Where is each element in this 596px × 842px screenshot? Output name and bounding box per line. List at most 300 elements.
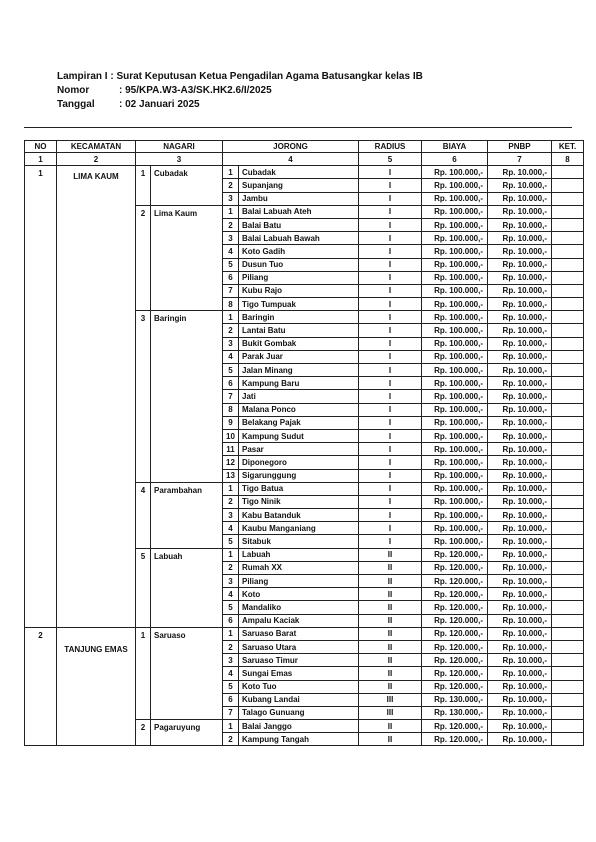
biaya-cell: Rp. 100.000,- [422,456,488,469]
jorong-name: Lantai Batu [239,324,359,337]
ket-cell [552,456,584,469]
nagari-name: Cubadak [151,166,223,206]
ket-cell [552,614,584,627]
pnbp-cell: Rp. 10.000,- [488,456,552,469]
ket-cell [552,429,584,442]
tanggal-line [57,98,423,112]
colnum-3: 3 [136,153,223,166]
jorong-no: 8 [223,403,239,416]
radius-cell: I [359,284,422,297]
ket-cell [552,535,584,548]
biaya-cell: Rp. 100.000,- [422,509,488,522]
nagari-name: Saruaso [151,627,223,719]
jorong-name: Sigarunggung [239,469,359,482]
tanggal-value: : 02 Januari 2025 [119,99,200,110]
jorong-no: 5 [223,535,239,548]
radius-cell: II [359,614,422,627]
jorong-no: 2 [223,561,239,574]
frame-top-rule [24,127,572,128]
radius-cell: I [359,205,422,218]
radius-cell: II [359,733,422,746]
pnbp-cell: Rp. 10.000,- [488,245,552,258]
jorong-name: Diponegoro [239,456,359,469]
radius-cell: I [359,535,422,548]
biaya-cell: Rp. 100.000,- [422,390,488,403]
ket-cell [552,205,584,218]
biaya-cell: Rp. 100.000,- [422,337,488,350]
jorong-no: 3 [223,509,239,522]
jorong-name: Kubu Rajo [239,284,359,297]
ket-cell [552,509,584,522]
jorong-no: 4 [223,588,239,601]
pnbp-cell: Rp. 10.000,- [488,588,552,601]
ket-cell [552,654,584,667]
biaya-cell: Rp. 120.000,- [422,627,488,640]
biaya-cell: Rp. 120.000,- [422,733,488,746]
col-jorong: JORONG [223,141,359,153]
ket-cell [552,561,584,574]
pnbp-cell: Rp. 10.000,- [488,377,552,390]
radius-cell: I [359,192,422,205]
jorong-no: 1 [223,720,239,733]
pnbp-cell: Rp. 10.000,- [488,390,552,403]
column-number-row [25,153,584,166]
biaya-cell: Rp. 120.000,- [422,588,488,601]
jorong-name: Saruaso Utara [239,640,359,653]
jorong-no: 5 [223,258,239,271]
nagari-no: 2 [136,205,151,311]
pnbp-cell: Rp. 10.000,- [488,601,552,614]
nagari-name: Lima Kaum [151,205,223,311]
col-biaya: BIAYA [422,141,488,153]
jorong-no: 6 [223,614,239,627]
nagari-no: 3 [136,311,151,482]
biaya-cell: Rp. 120.000,- [422,720,488,733]
ket-cell [552,469,584,482]
biaya-cell: Rp. 120.000,- [422,601,488,614]
jorong-name: Cubadak [239,166,359,179]
radius-cell: I [359,429,422,442]
jorong-name: Balai Janggo [239,720,359,733]
radius-cell: II [359,561,422,574]
biaya-cell: Rp. 100.000,- [422,482,488,495]
pnbp-cell: Rp. 10.000,- [488,337,552,350]
ket-cell [552,443,584,456]
nagari-no: 1 [136,166,151,206]
jorong-no: 7 [223,390,239,403]
pnbp-cell: Rp. 10.000,- [488,284,552,297]
jorong-name: Rumah XX [239,561,359,574]
pnbp-cell: Rp. 10.000,- [488,627,552,640]
jorong-no: 5 [223,601,239,614]
ket-cell [552,720,584,733]
biaya-cell: Rp. 100.000,- [422,364,488,377]
pnbp-cell: Rp. 10.000,- [488,298,552,311]
jorong-no: 2 [223,218,239,231]
table-row [25,627,584,640]
biaya-cell: Rp. 120.000,- [422,640,488,653]
ket-cell [552,627,584,640]
pnbp-cell: Rp. 10.000,- [488,535,552,548]
ket-cell [552,390,584,403]
radius-cell: II [359,640,422,653]
jorong-no: 7 [223,284,239,297]
jorong-name: Sungai Emas [239,667,359,680]
biaya-cell: Rp. 100.000,- [422,443,488,456]
ket-cell [552,179,584,192]
jorong-name: Tigo Batua [239,482,359,495]
nagari-name: Parambahan [151,482,223,548]
jorong-no: 5 [223,364,239,377]
pnbp-cell: Rp. 10.000,- [488,443,552,456]
jorong-no: 4 [223,667,239,680]
biaya-cell: Rp. 130.000,- [422,693,488,706]
ket-cell [552,693,584,706]
radius-cell: II [359,627,422,640]
table-row [25,166,584,179]
radius-cell: I [359,495,422,508]
jorong-no: 6 [223,693,239,706]
biaya-cell: Rp. 120.000,- [422,548,488,561]
nomor-value: : 95/KPA.W3-A3/SK.HK2.6/I/2025 [119,85,272,96]
pnbp-cell: Rp. 10.000,- [488,548,552,561]
nagari-name: Pagaruyung [151,720,223,746]
ket-cell [552,350,584,363]
pnbp-cell: Rp. 10.000,- [488,258,552,271]
biaya-cell: Rp. 100.000,- [422,403,488,416]
ket-cell [552,522,584,535]
jorong-no: 10 [223,429,239,442]
radius-cell: I [359,377,422,390]
jorong-no: 9 [223,416,239,429]
pnbp-cell: Rp. 10.000,- [488,179,552,192]
jorong-no: 11 [223,443,239,456]
jorong-name: Talago Gunuang [239,706,359,719]
jorong-name: Kampung Sudut [239,429,359,442]
ket-cell [552,706,584,719]
radius-cell: I [359,364,422,377]
radius-cell: I [359,390,422,403]
biaya-cell: Rp. 120.000,- [422,667,488,680]
ket-cell [552,311,584,324]
biaya-cell: Rp. 100.000,- [422,258,488,271]
radius-cell: I [359,232,422,245]
biaya-cell: Rp. 100.000,- [422,350,488,363]
pnbp-cell: Rp. 10.000,- [488,522,552,535]
jorong-no: 8 [223,298,239,311]
radius-cell: I [359,271,422,284]
pnbp-cell: Rp. 10.000,- [488,509,552,522]
jorong-name: Balai Batu [239,218,359,231]
pnbp-cell: Rp. 10.000,- [488,561,552,574]
col-no: NO [25,141,57,153]
radius-cell: I [359,522,422,535]
colnum-2: 2 [57,153,136,166]
pnbp-cell: Rp. 10.000,- [488,324,552,337]
jorong-name: Dusun Tuo [239,258,359,271]
pnbp-cell: Rp. 10.000,- [488,469,552,482]
colnum-4: 4 [223,153,359,166]
jorong-no: 1 [223,482,239,495]
col-kecamatan: KECAMATAN [57,141,136,153]
jorong-name: Jati [239,390,359,403]
jorong-no: 1 [223,166,239,179]
pnbp-cell: Rp. 10.000,- [488,166,552,179]
ket-cell [552,324,584,337]
jorong-name: Jalan Minang [239,364,359,377]
jorong-fee-table [24,140,584,746]
jorong-no: 13 [223,469,239,482]
radius-cell: I [359,298,422,311]
jorong-name: Koto Tuo [239,680,359,693]
pnbp-cell: Rp. 10.000,- [488,218,552,231]
pnbp-cell: Rp. 10.000,- [488,311,552,324]
ket-cell [552,575,584,588]
ket-cell [552,218,584,231]
ket-cell [552,588,584,601]
jorong-no: 1 [223,311,239,324]
radius-cell: I [359,416,422,429]
jorong-no: 4 [223,245,239,258]
biaya-cell: Rp. 100.000,- [422,179,488,192]
nomor-line [57,84,423,98]
radius-cell: I [359,443,422,456]
biaya-cell: Rp. 130.000,- [422,706,488,719]
radius-cell: I [359,403,422,416]
tanggal-label: Tanggal [57,99,95,110]
jorong-no: 6 [223,377,239,390]
biaya-cell: Rp. 100.000,- [422,284,488,297]
radius-cell: I [359,179,422,192]
jorong-name: Belakang Pajak [239,416,359,429]
pnbp-cell: Rp. 10.000,- [488,192,552,205]
radius-cell: II [359,720,422,733]
pnbp-cell: Rp. 10.000,- [488,482,552,495]
jorong-name: Saruaso Timur [239,654,359,667]
jorong-no: 6 [223,271,239,284]
colnum-5: 5 [359,153,422,166]
jorong-no: 2 [223,179,239,192]
jorong-name: Kubang Landai [239,693,359,706]
radius-cell: I [359,245,422,258]
pnbp-cell: Rp. 10.000,- [488,205,552,218]
pnbp-cell: Rp. 10.000,- [488,403,552,416]
colnum-6: 6 [422,153,488,166]
radius-cell: II [359,654,422,667]
jorong-name: Baringin [239,311,359,324]
jorong-name: Balai Labuah Ateh [239,205,359,218]
ket-cell [552,403,584,416]
jorong-name: Tigo Tumpuak [239,298,359,311]
ket-cell [552,232,584,245]
radius-cell: I [359,324,422,337]
pnbp-cell: Rp. 10.000,- [488,733,552,746]
jorong-name: Koto Gadih [239,245,359,258]
radius-cell: II [359,548,422,561]
radius-cell: I [359,509,422,522]
radius-cell: III [359,706,422,719]
table-body [25,166,584,746]
colnum-1: 1 [25,153,57,166]
ket-cell [552,245,584,258]
jorong-no: 2 [223,733,239,746]
radius-cell: III [359,693,422,706]
jorong-name: Pasar [239,443,359,456]
biaya-cell: Rp. 120.000,- [422,654,488,667]
jorong-name: Malana Ponco [239,403,359,416]
ket-cell [552,416,584,429]
radius-cell: II [359,575,422,588]
radius-cell: II [359,667,422,680]
jorong-no: 4 [223,522,239,535]
pnbp-cell: Rp. 10.000,- [488,693,552,706]
ket-cell [552,495,584,508]
jorong-name: Kampung Baru [239,377,359,390]
biaya-cell: Rp. 100.000,- [422,298,488,311]
colnum-8: 8 [552,153,584,166]
kecamatan-no: 2 [25,627,57,746]
jorong-no: 3 [223,232,239,245]
biaya-cell: Rp. 100.000,- [422,495,488,508]
pnbp-cell: Rp. 10.000,- [488,575,552,588]
col-ket: KET. [552,141,584,153]
ket-cell [552,337,584,350]
pnbp-cell: Rp. 10.000,- [488,680,552,693]
jorong-name: Parak Juar [239,350,359,363]
radius-cell: I [359,218,422,231]
pnbp-cell: Rp. 10.000,- [488,416,552,429]
jorong-no: 4 [223,350,239,363]
nagari-name: Baringin [151,311,223,482]
jorong-name: Balai Labuah Bawah [239,232,359,245]
lampiran-line [57,70,423,84]
biaya-cell: Rp. 100.000,- [422,271,488,284]
pnbp-cell: Rp. 10.000,- [488,429,552,442]
nagari-name: Labuah [151,548,223,627]
ket-cell [552,667,584,680]
jorong-no: 1 [223,548,239,561]
jorong-no: 1 [223,205,239,218]
biaya-cell: Rp. 100.000,- [422,192,488,205]
nagari-no: 2 [136,720,151,746]
radius-cell: I [359,482,422,495]
biaya-cell: Rp. 100.000,- [422,469,488,482]
biaya-cell: Rp. 100.000,- [422,324,488,337]
radius-cell: II [359,680,422,693]
jorong-no: 3 [223,654,239,667]
biaya-cell: Rp. 100.000,- [422,166,488,179]
biaya-cell: Rp. 100.000,- [422,311,488,324]
biaya-cell: Rp. 100.000,- [422,429,488,442]
radius-cell: I [359,337,422,350]
pnbp-cell: Rp. 10.000,- [488,614,552,627]
biaya-cell: Rp. 100.000,- [422,416,488,429]
nomor-label: Nomor [57,85,90,96]
pnbp-cell: Rp. 10.000,- [488,654,552,667]
radius-cell: I [359,258,422,271]
jorong-name: Mandaliko [239,601,359,614]
jorong-no: 12 [223,456,239,469]
nagari-no: 1 [136,627,151,719]
biaya-cell: Rp. 100.000,- [422,245,488,258]
ket-cell [552,166,584,179]
jorong-no: 3 [223,575,239,588]
biaya-cell: Rp. 100.000,- [422,218,488,231]
jorong-name: Kabu Batanduk [239,509,359,522]
biaya-cell: Rp. 100.000,- [422,377,488,390]
ket-cell [552,680,584,693]
jorong-no: 1 [223,627,239,640]
colnum-7: 7 [488,153,552,166]
ket-cell [552,192,584,205]
nagari-no: 5 [136,548,151,627]
col-pnbp: PNBP [488,141,552,153]
ket-cell [552,548,584,561]
radius-cell: I [359,456,422,469]
jorong-no: 3 [223,192,239,205]
ket-cell [552,298,584,311]
pnbp-cell: Rp. 10.000,- [488,640,552,653]
jorong-no: 2 [223,495,239,508]
jorong-no: 7 [223,706,239,719]
col-nagari: NAGARI [136,141,223,153]
biaya-cell: Rp. 120.000,- [422,680,488,693]
jorong-name: Bukit Gombak [239,337,359,350]
ket-cell [552,284,584,297]
jorong-name: Saruaso Barat [239,627,359,640]
biaya-cell: Rp. 120.000,- [422,614,488,627]
jorong-name: Labuah [239,548,359,561]
pnbp-cell: Rp. 10.000,- [488,720,552,733]
kecamatan-name: TANJUNG EMAS [57,627,136,746]
biaya-cell: Rp. 120.000,- [422,561,488,574]
radius-cell: I [359,166,422,179]
ket-cell [552,601,584,614]
ket-cell [552,258,584,271]
jorong-no: 5 [223,680,239,693]
jorong-name: Supanjang [239,179,359,192]
pnbp-cell: Rp. 10.000,- [488,271,552,284]
radius-cell: II [359,601,422,614]
lampiran-text: Lampiran I : Surat Keputusan Ketua Pengadilan Agama Batusangkar kelas IB [57,71,423,82]
ket-cell [552,377,584,390]
kecamatan-no: 1 [25,166,57,628]
biaya-cell: Rp. 100.000,- [422,232,488,245]
nagari-no: 4 [136,482,151,548]
pnbp-cell: Rp. 10.000,- [488,706,552,719]
jorong-name: Ampalu Kaciak [239,614,359,627]
radius-cell: II [359,588,422,601]
col-radius: RADIUS [359,141,422,153]
pnbp-cell: Rp. 10.000,- [488,667,552,680]
jorong-no: 2 [223,640,239,653]
jorong-name: Tigo Ninik [239,495,359,508]
jorong-name: Jambu [239,192,359,205]
ket-cell [552,482,584,495]
biaya-cell: Rp. 100.000,- [422,535,488,548]
jorong-name: Sitabuk [239,535,359,548]
pnbp-cell: Rp. 10.000,- [488,350,552,363]
jorong-name: Kampung Tangah [239,733,359,746]
radius-cell: I [359,311,422,324]
header-row [25,141,584,153]
ket-cell [552,271,584,284]
ket-cell [552,733,584,746]
jorong-name: Koto [239,588,359,601]
pnbp-cell: Rp. 10.000,- [488,364,552,377]
kecamatan-name: LIMA KAUM [57,166,136,628]
jorong-no: 2 [223,324,239,337]
